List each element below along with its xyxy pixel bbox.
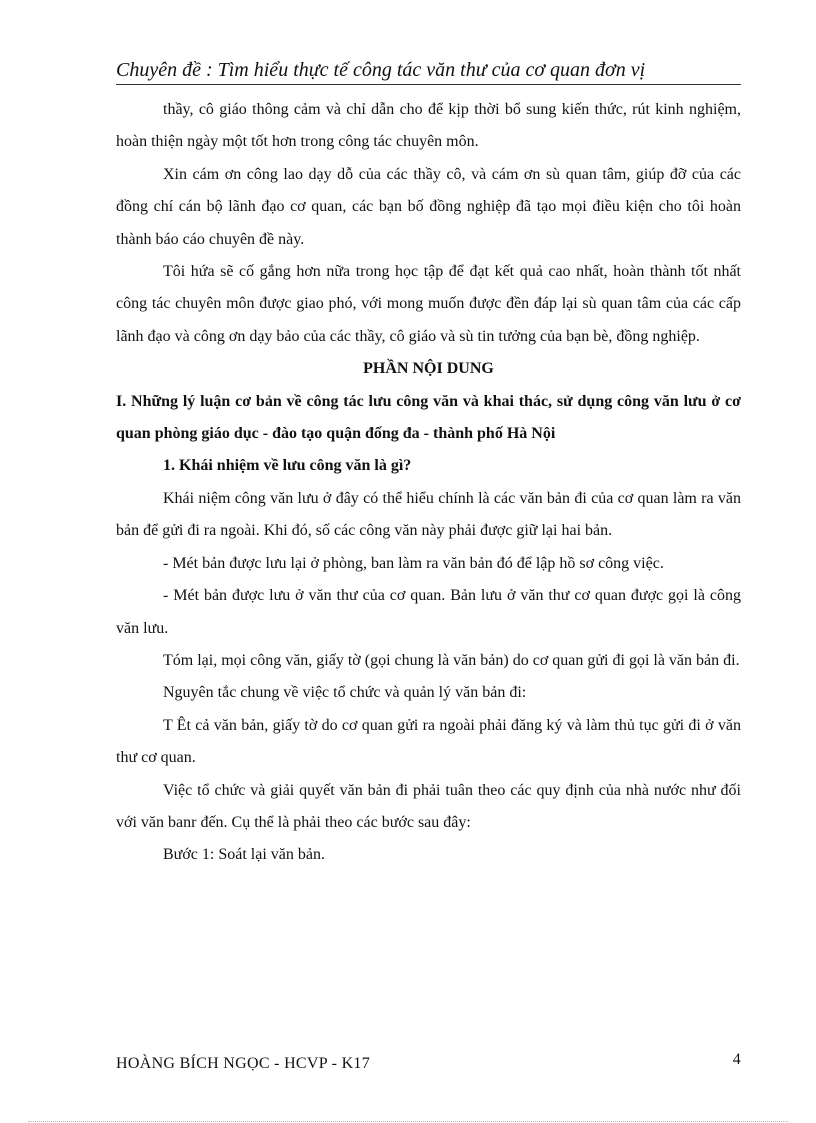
page-bottom-divider — [28, 1121, 788, 1122]
paragraph: Khái niệm công văn lưu ở đây có thể hiểu chính là các văn bản đi của cơ quan làm ra văn bản để gửi đi ra ngoài. Khi đó, số các công văn này phải được giữ lại hai bản. — [116, 489, 741, 540]
paragraph: Nguyên tắc chung về việc tổ chức và quản lý văn bản đi: — [163, 684, 527, 702]
section-title: PHẦN NỘI DUNG — [363, 360, 494, 378]
paragraph: Việc tổ chức và giải quyết văn bản đi phải tuân theo các quy định của nhà nước như đối với văn banr đến. Cụ thể là phải theo các bước sau đây: — [116, 781, 741, 831]
page-header: Chuyên đề : Tìm hiểu thực tế công tác văn thư của cơ quan đơn vị — [116, 56, 741, 85]
list-item: - Mét bản được lưu ở văn thư của cơ quan. Bản lưu ở văn thư cơ quan được gọi là công văn lưu. — [116, 587, 741, 637]
document-body — [116, 94, 741, 872]
footer-author: HOÀNG BÍCH NGỌC - HCVP - K17 — [116, 1055, 371, 1072]
page-number: 4 — [732, 1051, 741, 1068]
paragraph: T Êt cả văn bản, giấy tờ do cơ quan gửi ra ngoài phải đăng ký và làm thủ tục gửi đi ở văn thư cơ quan. — [116, 716, 741, 767]
paragraph: thầy, cô giáo thông cảm và chỉ dẫn cho để kịp thời bổ sung kiến thức, rút kinh nghiệm, hoàn thiện ngày một tốt hơn trong công tác chuyên môn. — [116, 101, 741, 151]
paragraph: Tôi hứa sẽ cố gắng hơn nữa trong học tập để đạt kết quả cao nhất, hoàn thành tốt nhất công tác chuyên môn được giao phó, với mong muốn được đền đáp lại sù quan tâm của các cấp lãnh đạo và công ơn dạy bảo của các thầy, cô giáo và sù tin tưởng của bạn bè, đồng nghiệp. — [116, 263, 741, 345]
paragraph: Xin cám ơn công lao dạy dỗ của các thầy cô, và cám ơn sù quan tâm, giúp đỡ của các đồng chí cán bộ lãnh đạo cơ quan, các bạn bố đồng nghiệp đã tạo mọi điều kiện cho tôi hoàn thành báo cáo chuyên đề này. — [116, 165, 741, 248]
page-footer — [116, 1052, 741, 1076]
section-heading: I. Những lý luận cơ bản về công tác lưu công văn và khai thác, sử dụng công văn lưu ở cơ quan phòng giáo dục - đào tạo quận đống đa - thành phố Hà Nội — [116, 392, 741, 443]
paragraph: Bước 1: Soát lại văn bản. — [163, 846, 325, 864]
paragraph: Tóm lại, mọi công văn, giấy tờ (gọi chung là văn bản) do cơ quan gửi đi gọi là văn bản đi. — [163, 651, 740, 669]
sub-heading: 1. Khái nhiệm về lưu công văn là gì? — [163, 457, 412, 475]
list-item: - Mét bản được lưu lại ở phòng, ban làm ra văn bản đó để lập hồ sơ công việc. — [163, 554, 664, 572]
